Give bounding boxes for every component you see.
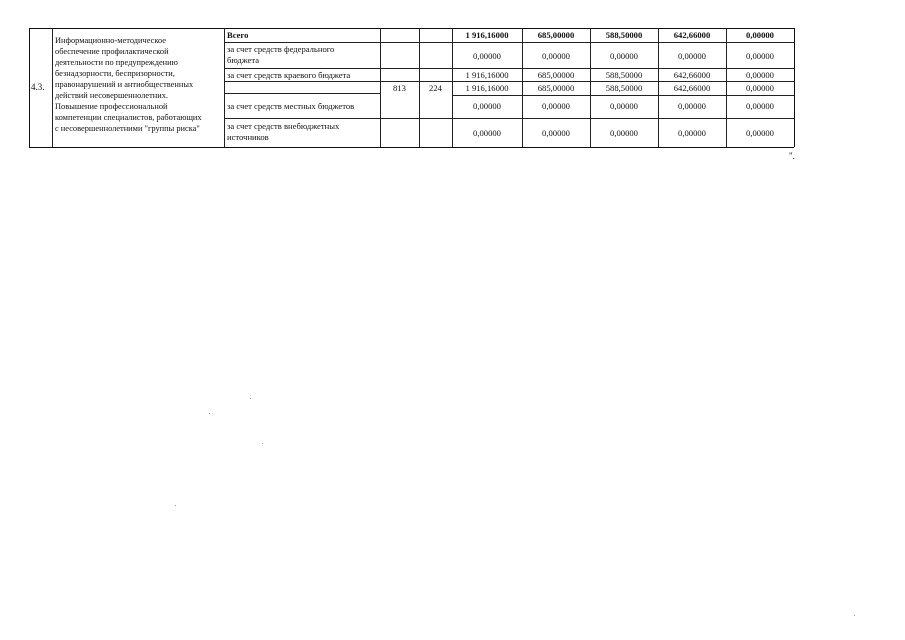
col-line-1 [52, 28, 53, 147]
value-cell: 0,00000 [542, 51, 570, 61]
value-cell: 0,00000 [746, 101, 774, 111]
value-cell: 588,50000 [605, 83, 643, 93]
value-cell: 685,00000 [537, 30, 575, 40]
value-cell: 685,00000 [537, 83, 575, 93]
value-cell: 0,00000 [746, 128, 774, 138]
value-cell: 0,00000 [678, 128, 706, 138]
source-label-local: за счет средств местных бюджетов [227, 101, 355, 111]
value-cell: 642,66000 [673, 70, 711, 80]
value-cell: 642,66000 [673, 83, 711, 93]
value-cell: 0,00000 [678, 101, 706, 111]
value-cell: 642,66000 [673, 30, 711, 40]
value-cell: 0,00000 [473, 101, 501, 111]
value-cell: 0,00000 [746, 70, 774, 80]
description-line: обеспечение профилактической [55, 47, 169, 56]
value-cell: 1 916,16000 [465, 83, 509, 93]
value-cell: 1 916,16000 [465, 70, 509, 80]
description-line: деятельности по предупреждению [55, 58, 178, 67]
value-cell: 588,50000 [605, 30, 643, 40]
code-cell-1: 813 [393, 83, 406, 93]
value-cell: 0,00000 [542, 101, 570, 111]
table-bottom-border [29, 147, 794, 148]
description-line: Информационно-методическое [55, 36, 167, 45]
value-cell: 588,50000 [605, 70, 643, 80]
value-cell: 0,00000 [746, 30, 774, 40]
table-top-border [29, 28, 794, 29]
row-number: 4.3. [31, 82, 45, 92]
scan-speck [262, 443, 263, 444]
value-cell: 0,00000 [473, 128, 501, 138]
value-cell: 0,00000 [473, 51, 501, 61]
description-line: безнадзорности, беспризорности, [55, 69, 175, 78]
value-cell: 0,00000 [610, 128, 638, 138]
code-cell-2: 224 [429, 83, 442, 93]
source-label-extrabudget: за счет средств внебюджетных [227, 121, 340, 131]
row-line-4b [452, 95, 794, 96]
row-line-1 [224, 42, 794, 43]
row-line-2 [224, 68, 794, 69]
description-line: с несовершеннолетними "группы риска" [55, 124, 200, 133]
col-line-0 [29, 28, 30, 147]
source-label-total: Всего [227, 30, 249, 40]
row-line-3 [224, 81, 794, 82]
col-line-2 [224, 28, 225, 147]
scan-speck [250, 398, 251, 399]
source-label-regional: за счет средств краевого бюджета [227, 70, 351, 80]
value-cell: 0,00000 [678, 51, 706, 61]
description-line: правонарушений и антиобщественных [55, 80, 194, 89]
scan-speck [175, 505, 176, 506]
value-cell: 0,00000 [610, 51, 638, 61]
row-description [55, 35, 223, 134]
row-line-5 [224, 118, 794, 119]
description-line: действий несовершеннолетних. [55, 91, 168, 100]
value-cell: 0,00000 [610, 101, 638, 111]
description-line: компетенции специалистов, работающих [55, 113, 202, 122]
source-label-federal: за счет средств федерального [227, 44, 335, 54]
scan-speck [854, 615, 855, 616]
source-label-federal-cont: бюджета [227, 55, 260, 65]
description-line: Повышение профессиональной [55, 102, 168, 111]
value-cell: 0,00000 [746, 83, 774, 93]
closing-mark: ". [789, 151, 795, 161]
col-line-10 [794, 28, 795, 147]
value-cell: 0,00000 [746, 51, 774, 61]
scan-speck [209, 413, 210, 414]
value-cell: 685,00000 [537, 70, 575, 80]
source-label-extrabudget-cont: источников [227, 132, 269, 142]
value-cell: 0,00000 [542, 128, 570, 138]
value-cell: 1 916,16000 [465, 30, 509, 40]
row-line-4a [224, 93, 380, 94]
